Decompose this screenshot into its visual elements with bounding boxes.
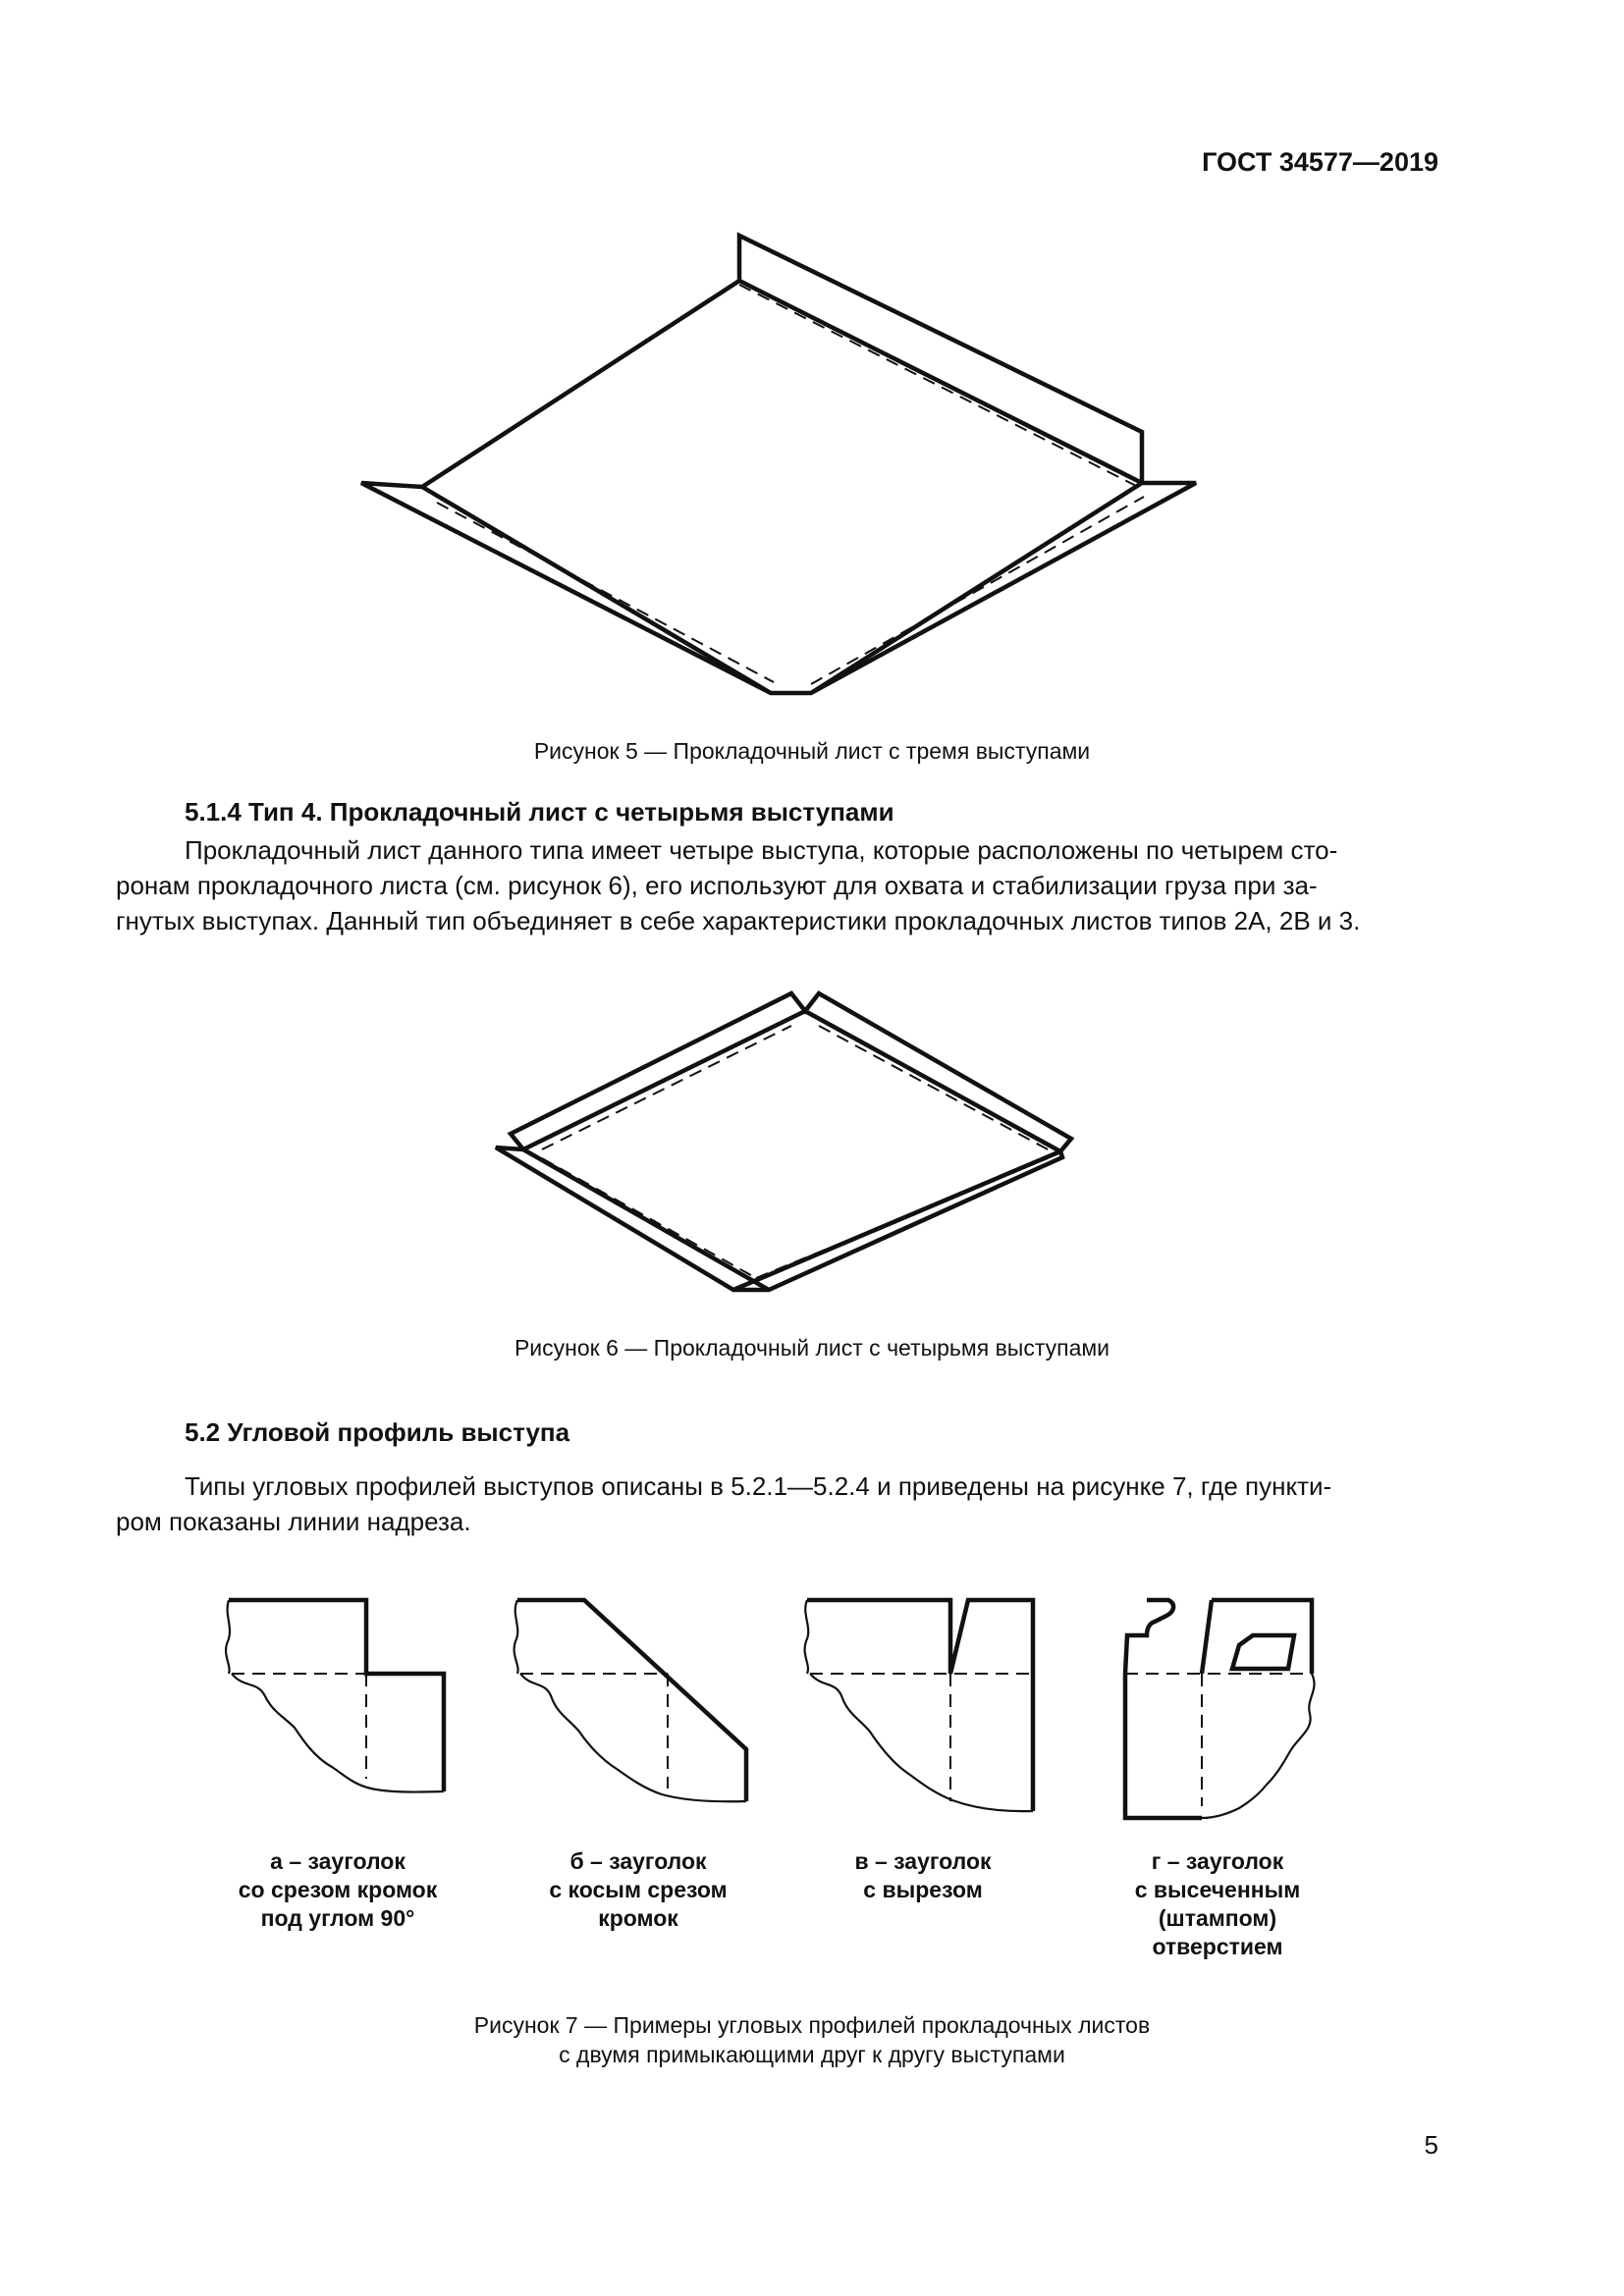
label-line: (штампом) (1158, 1905, 1277, 1931)
figure7-caption (0, 2010, 1624, 2069)
figure7c-label (805, 1847, 1041, 1904)
figure5-caption: Рисунок 5 — Прокладочный лист с тремя выступами (533, 738, 1091, 764)
label-line: г – зауголок (1151, 1848, 1284, 1874)
figure5-drawing (361, 236, 1196, 693)
caption-line: Рисунок 7 — Примеры угловых профилей прокладочных листов (473, 2012, 1151, 2038)
paragraph-line: ронам прокладочного листа (см. рисунок 6), его используют для охвата и стабилизации груза при за- (116, 871, 1318, 900)
label-line: под углом 90° (260, 1905, 415, 1931)
label-line: с высеченным (1134, 1877, 1301, 1902)
paragraph-line: Прокладочный лист данного типа имеет четыре выступа, которые расположены по четырем сто- (185, 835, 1338, 865)
section-5-1-4-paragraph (116, 832, 1439, 938)
figure7b-drawing (514, 1600, 746, 1801)
paragraph-line: ром показаны линии надреза. (116, 1507, 471, 1536)
section-5-1-4-heading: 5.1.4 Тип 4. Прокладочный лист с четырьмя выступами (185, 797, 894, 827)
section-5-2-paragraph (116, 1468, 1439, 1539)
figure7a-label (220, 1847, 456, 1933)
label-line: с вырезом (863, 1877, 983, 1902)
label-line: с косым срезом (549, 1877, 728, 1902)
paragraph-line: Типы угловых профилей выступов описаны в 5.2.1—5.2.4 и приведены на рисунке 7, где пункти- (185, 1471, 1332, 1501)
document-header: ГОСТ 34577—2019 (1202, 147, 1438, 177)
label-line: а – зауголок (270, 1848, 406, 1874)
figure7b-label (520, 1847, 756, 1933)
figure7d-label (1100, 1847, 1335, 1961)
figure6-caption: Рисунок 6 — Прокладочный лист с четырьмя выступами (514, 1335, 1110, 1361)
figure7c-drawing (805, 1600, 1033, 1811)
label-line: в – зауголок (854, 1848, 992, 1874)
figure7a-drawing (226, 1600, 444, 1792)
figure7d-drawing (1125, 1600, 1315, 1818)
section-5-2-heading: 5.2 Угловой профиль выступа (185, 1417, 570, 1447)
label-line: со срезом кромок (238, 1877, 438, 1902)
caption-line: с двумя примыкающими друг к другу выступами (559, 2042, 1065, 2067)
label-line: кромок (598, 1905, 678, 1931)
label-line: отверстием (1152, 1934, 1283, 1959)
page-number: 5 (1424, 2130, 1438, 2160)
label-line: б – зауголок (569, 1848, 707, 1874)
figure6-drawing (496, 993, 1071, 1290)
paragraph-line: гнутых выступах. Данный тип объединяет в себе характеристики прокладочных листов типов 2А, 2В и 3. (116, 906, 1361, 935)
